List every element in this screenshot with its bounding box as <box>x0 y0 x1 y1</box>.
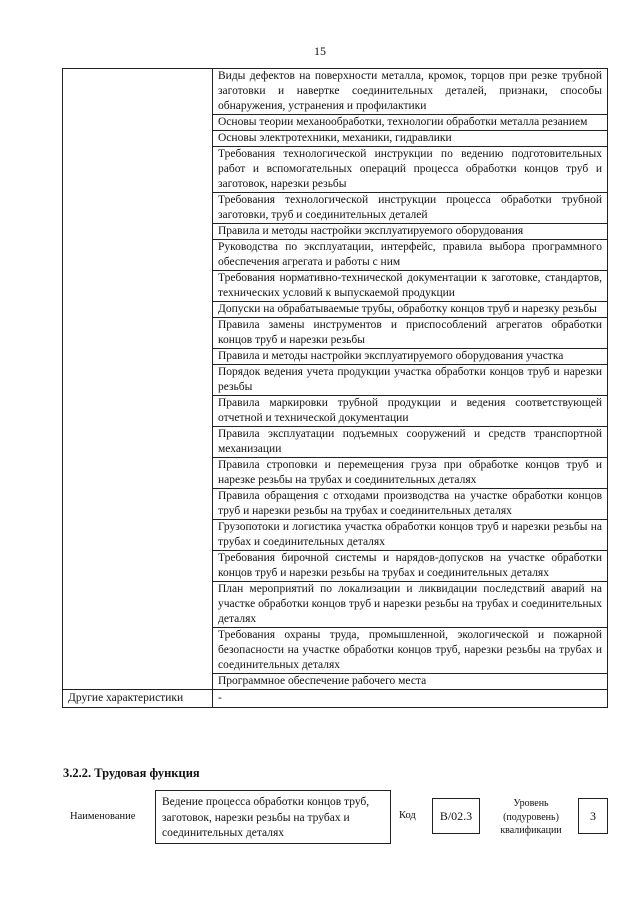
other-characteristics-value: - <box>213 690 608 708</box>
requirement-row <box>63 69 608 115</box>
name-label: Наименование <box>70 811 136 822</box>
requirement-item: Правила замены инструментов и приспособлений агрегатов обработки концов труб и нарезки резьбы <box>213 318 608 349</box>
requirement-item: Основы теории механообработки, технологии обработки металла резанием <box>213 115 608 131</box>
requirement-item: Допуски на обрабатываемые трубы, обработку концов труб и нарезку резьбы <box>213 302 608 318</box>
requirement-item: Требования технологической инструкции по ведению подготовительных работ и вспомогательных операций процесса обработки концов труб и заготовок, нарезки резьбы <box>213 147 608 193</box>
requirement-item: Правила маркировки трубной продукции и ведения соответствующей отчетной и технической документации <box>213 396 608 427</box>
code-label: Код <box>399 810 416 821</box>
requirement-item: Правила и методы настройки эксплуатируемого оборудования участка <box>213 349 608 365</box>
page-number: 15 <box>314 44 326 58</box>
code-value-box: В/02.3 <box>432 798 480 834</box>
requirement-item: План мероприятий по локализации и ликвидации последствий аварий на участке обработки концов труб и нарезки резьбы на трубах и соединительных деталях <box>213 582 608 628</box>
requirement-item: Виды дефектов на поверхности металла, кромок, торцов при резке трубной заготовки и навертке соединительных деталей, признаки, способы обнаружения, устранения и профилактики <box>213 69 608 115</box>
requirements-table-body <box>63 69 608 708</box>
requirement-item: Требования охраны труда, промышленной, экологической и пожарной безопасности на участке обработки концов труб, нарезки резьбы на трубах и соединительных деталях <box>213 628 608 674</box>
requirement-item: Правила строповки и перемещения груза при обработке концов труб и нарезке резьбы на трубах и соединительных деталях <box>213 458 608 489</box>
name-value-box: Ведение процесса обработки концов труб, заготовок, нарезки резьбы на трубах и соединительных деталях <box>155 790 391 844</box>
requirement-item: Требования технологической инструкции процесса обработки трубной заготовки, труб и соединительных деталей <box>213 193 608 224</box>
level-label: Уровень (подуровень) квалификации <box>500 798 562 836</box>
requirement-item: Программное обеспечение рабочего места <box>213 674 608 690</box>
requirement-item: Правила обращения с отходами производства на участке обработки концов труб и нарезки резьбы на трубах и соединительных деталях <box>213 489 608 520</box>
requirement-item: Основы электротехники, механики, гидравлики <box>213 131 608 147</box>
requirement-item: Порядок ведения учета продукции участка обработки концов труб и нарезки резьбы <box>213 365 608 396</box>
requirement-item: Руководства по эксплуатации, интерфейс, правила выбора программного обеспечения агрегата и работы с ним <box>213 240 608 271</box>
other-characteristics-row <box>63 690 608 708</box>
level-value-box: 3 <box>578 798 608 834</box>
requirement-item: Требования бирочной системы и нарядов-допусков на участке обработки концов труб и нарезки резьбы на трубах и соединительных деталях <box>213 551 608 582</box>
requirement-item: Правила эксплуатации подъемных сооружений и средств транспортной механизации <box>213 427 608 458</box>
requirements-table <box>62 68 608 708</box>
requirements-label-cell <box>63 69 213 690</box>
requirement-item: Правила и методы настройки эксплуатируемого оборудования <box>213 224 608 240</box>
requirement-item: Грузопотоки и логистика участка обработки концов труб и нарезки резьбы на трубах и соединительных деталях <box>213 520 608 551</box>
other-characteristics-label: Другие характеристики <box>63 690 213 708</box>
requirement-item: Требования нормативно-технической документации к заготовке, стандартов, технических условий к выпускаемой продукции <box>213 271 608 302</box>
section-title: 3.2.2. Трудовая функция <box>63 766 200 780</box>
